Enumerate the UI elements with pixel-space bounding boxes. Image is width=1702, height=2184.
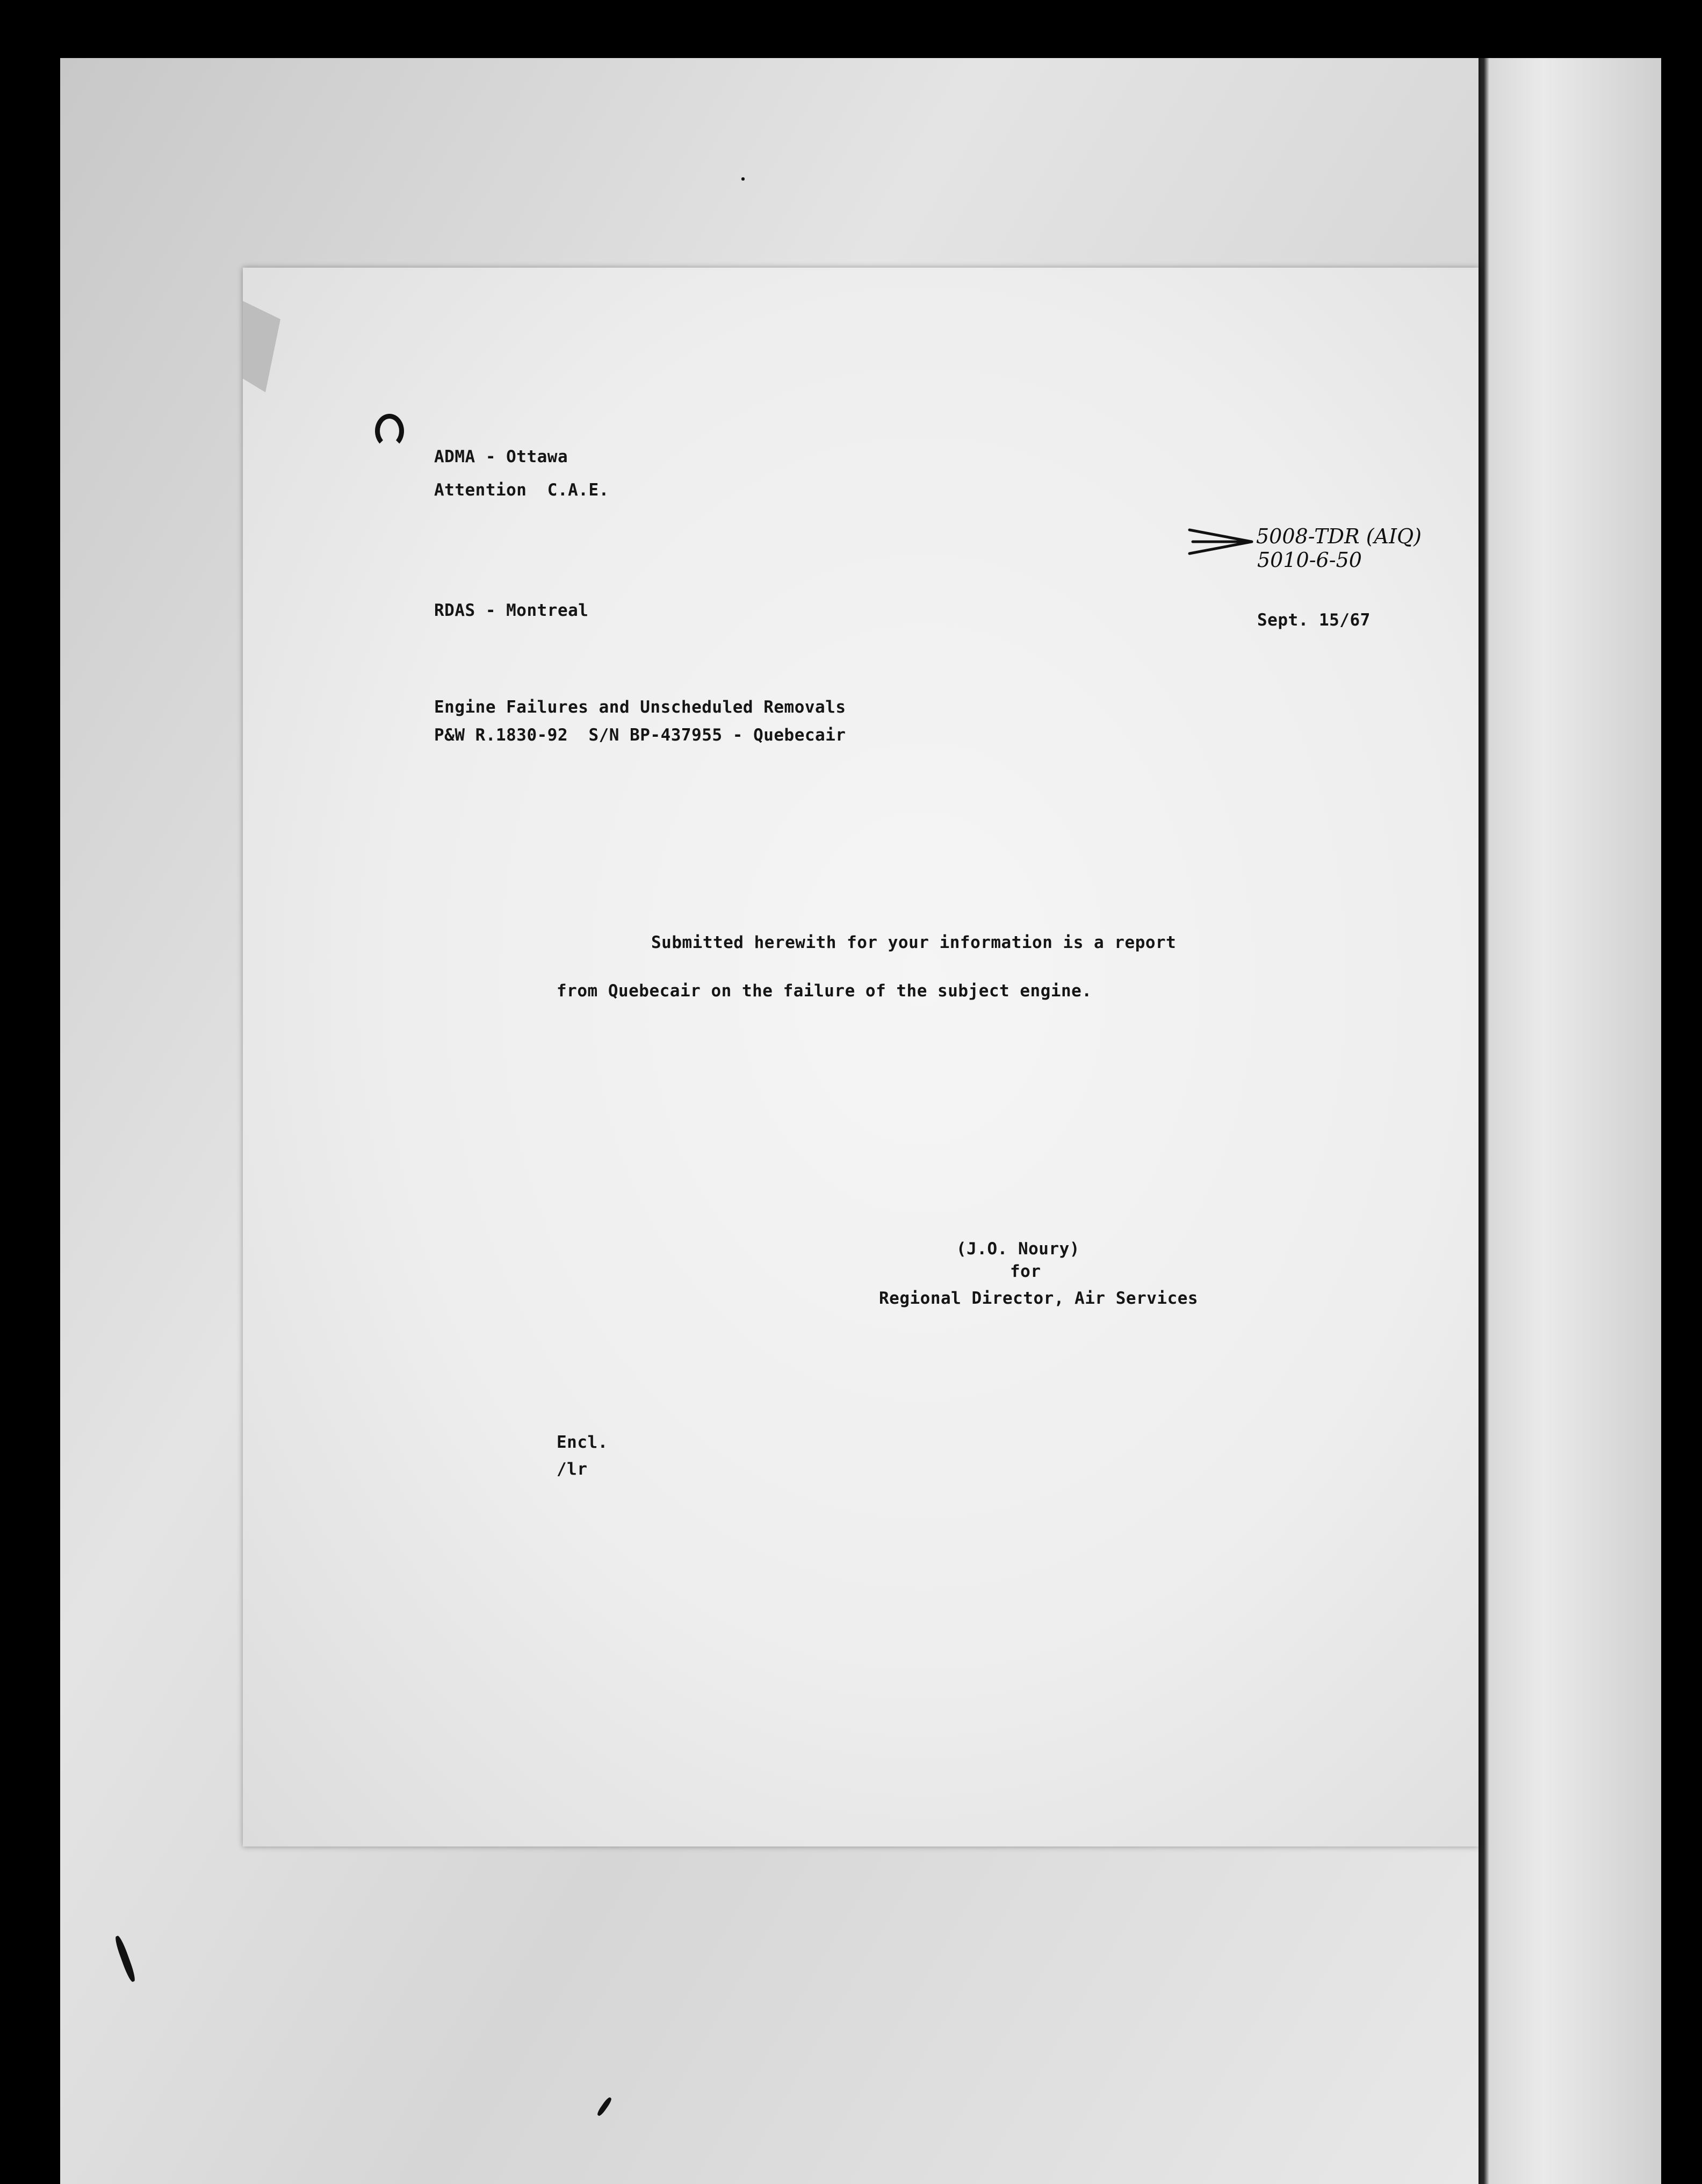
arrow-icon	[1187, 526, 1257, 558]
body-line-2: from Quebecair on the failure of the subject engine.	[557, 981, 1092, 1001]
signature-name: (J.O. Noury)	[956, 1239, 1080, 1259]
signature-for: for	[1010, 1262, 1041, 1281]
file-reference-secondary: 5010-6-50	[1257, 548, 1362, 572]
body-line-1: Submitted herewith for your information is a report	[651, 933, 1177, 952]
file-folder-edge	[1479, 58, 1661, 2184]
scan-speck	[741, 177, 745, 181]
enclosure-note: Encl.	[557, 1433, 608, 1452]
recipient-line: ADMA - Ottawa	[434, 447, 568, 466]
memo-page	[243, 268, 1479, 1847]
sender-line: RDAS - Montreal	[434, 601, 589, 620]
signature-title: Regional Director, Air Services	[879, 1289, 1199, 1308]
file-reference-primary: 5008-TDR (AIQ)	[1256, 525, 1422, 548]
memo-date: Sept. 15/67	[1257, 610, 1371, 630]
punch-hole-mark	[375, 414, 404, 448]
attention-line: Attention C.A.E.	[434, 480, 609, 500]
typist-initials: /lr	[557, 1460, 588, 1479]
subject-line-1: Engine Failures and Unscheduled Removals	[434, 698, 846, 717]
subject-line-2: P&W R.1830-92 S/N BP-437955 - Quebecair	[434, 725, 846, 745]
